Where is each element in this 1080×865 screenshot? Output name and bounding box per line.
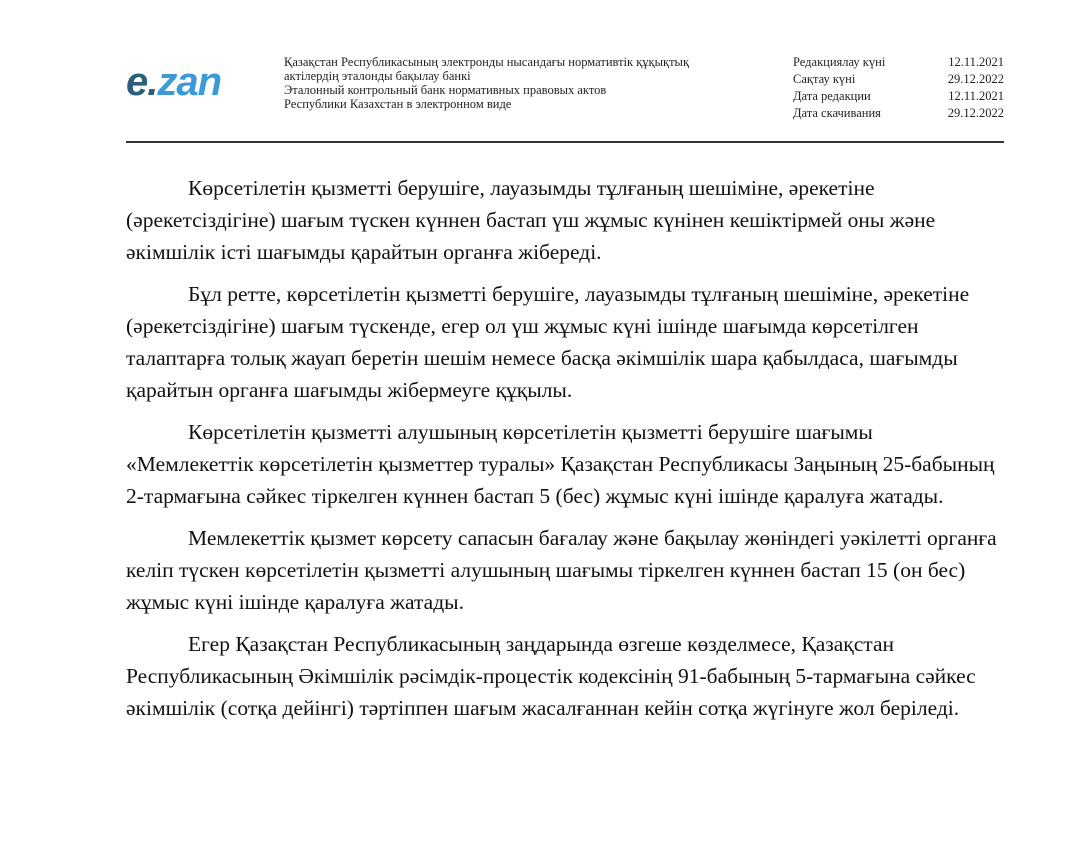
meta-label: Дата скачивания <box>793 106 881 120</box>
meta-value: 29.12.2022 <box>947 72 1004 86</box>
meta-value: 12.11.2021 <box>948 89 1004 103</box>
document-body <box>126 172 1004 734</box>
logo-dot: . <box>147 60 158 104</box>
meta-row-download-date-ru <box>793 105 1004 122</box>
org-line-kz-1: Қазақстан Республикасының электронды нысандағы нормативтік құқықтық <box>284 55 690 69</box>
meta-label: Сақтау күні <box>793 72 856 86</box>
meta-row-edit-date-kz <box>793 54 1004 71</box>
meta-value: 12.11.2021 <box>948 55 1004 69</box>
organization-title <box>284 55 764 111</box>
body-paragraph-1: Көрсетілетін қызметті берушіге, лауазымды тұлғаның шешіміне, әрекетіне (әрекетсіздігіне) шағым түскен күннен бастап үш жұмыс күнінен кешіктірмей оны және әкімшілік істі шағымды қарайтын органға жібереді. <box>126 176 936 264</box>
meta-label: Дата редакции <box>793 89 871 103</box>
org-line-ru-1: Эталонный контрольный банк нормативных правовых актов <box>284 83 607 97</box>
body-paragraph-2: Бұл ретте, көрсетілетін қызметті берушіге, лауазымды тұлғаның шешіміне, әрекетіне (әрекетсіздігіне) шағым түскенде, егер ол үш жұмыс күні ішінде шағымда көрсетілген талаптарға толық жауап беретін шешім немесе басқа әкімшілік шара қабылдаса, шағымды қарайтын органға шағымды жібермеуге құқылы. <box>126 282 970 402</box>
body-paragraph-5: Егер Қазақстан Республикасының заңдарында өзгеше көзделмесе, Қазақстан Республикасының Әкімшілік рәсімдік-процестік кодексінің 91-бабының 5-тармағына сәйкес әкімшілік (сотқа дейінгі) тәртіппен шағым жасалғаннан кейін сотқа жүгінуге жол беріледі. <box>126 632 976 720</box>
logo-suffix: zan <box>157 60 222 104</box>
body-paragraph-3: Көрсетілетін қызметті алушының көрсетілетін қызметті берушіге шағымы «Мемлекеттік көрсетілетін қызметтер туралы» Қазақстан Республикасы Заңының 25-бабының 2-тармағына сәйкес тіркелген күннен бастап 5 (бес) жұмыс күні ішінде қаралуға жатады. <box>126 420 995 508</box>
meta-label: Редакциялау күні <box>793 55 886 69</box>
org-line-kz-2: актілердің эталонды бақылау банкі <box>284 69 471 83</box>
org-line-ru-2: Республики Казахстан в электронном виде <box>284 97 512 111</box>
ezan-logo[interactable] <box>126 62 221 102</box>
meta-row-edit-date-ru <box>793 88 1004 105</box>
header-divider <box>126 141 1004 143</box>
meta-row-save-date-kz <box>793 71 1004 88</box>
logo-prefix: e <box>126 60 148 104</box>
document-dates <box>793 54 1004 122</box>
document-header <box>126 52 1004 142</box>
body-paragraph-4: Мемлекеттік қызмет көрсету сапасын бағалау және бақылау жөніндегі уәкілетті органға келіп түскен көрсетілетін қызметті алушының шағымы тіркелген күннен бастап 15 (он бес) жұмыс күні ішінде қаралуға жатады. <box>126 526 997 614</box>
meta-value: 29.12.2022 <box>947 106 1004 120</box>
